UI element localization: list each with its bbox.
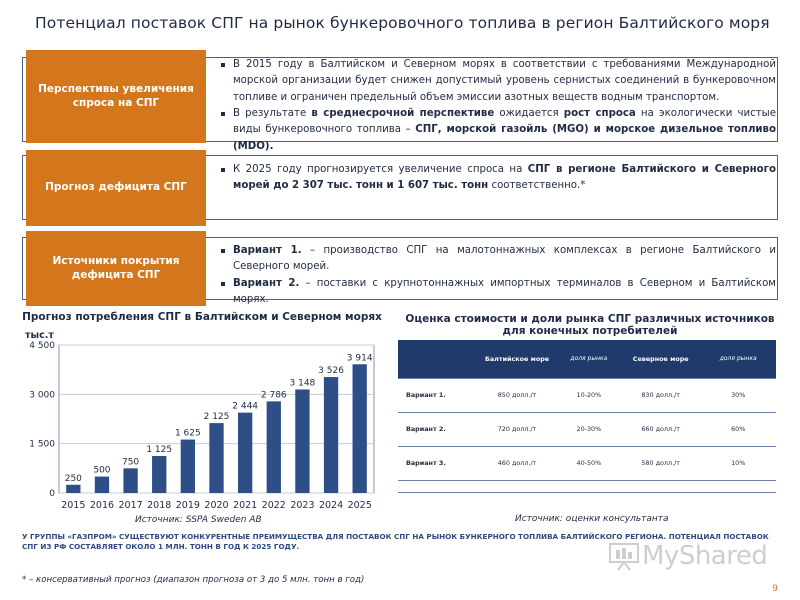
bullet-list — [220, 57, 776, 155]
consumption-chart — [22, 325, 382, 520]
x-tick-label: 2016 — [89, 500, 115, 511]
data-label: 2 125 — [203, 412, 230, 423]
table-cell: Вариант 1. — [398, 378, 477, 412]
watermark-text: MyShared — [642, 541, 768, 571]
bar — [238, 413, 252, 493]
bullet-item — [220, 57, 776, 106]
bullet-item — [220, 162, 776, 195]
bullet-text-run: – поставки с крупнотоннажных импортных терминалов в Северном и Балтийском морях. — [233, 277, 776, 305]
block-text-sources — [220, 243, 776, 308]
table-heading: Оценка стоимости и доли рынка СПГ различных источников для конечных потребителей — [405, 313, 775, 338]
data-label: 500 — [93, 465, 111, 476]
data-label: 3 914 — [346, 353, 373, 364]
y-axis-label: тыс.т — [25, 330, 54, 341]
data-label: 2 786 — [260, 390, 287, 401]
bar — [324, 377, 338, 493]
x-tick-label: 2018 — [147, 500, 172, 511]
bullet-text-run: В 2015 году в Балтийском и Северном морях в соответствии с требованиями Международной морской организации будет снижен допустимый уровень сернистых соединений в бункеровочном топливе и ограничен предельный объем эмиссии азотных веществ водным транспортом. — [233, 59, 776, 103]
bullet-text-run: В результате — [233, 107, 312, 119]
x-tick-label: 2022 — [261, 500, 286, 511]
footnote: * – консервативный прогноз (диапазон прогноза от 3 до 5 млн. тонн в год) — [22, 575, 365, 585]
table-row — [398, 446, 776, 480]
bullet-item — [220, 276, 776, 309]
bullet-text-run: Вариант 1. — [233, 245, 302, 256]
y-tick-label: 3 000 — [29, 390, 55, 401]
bullet-list — [220, 243, 776, 308]
x-tick-label: 2023 — [290, 500, 315, 511]
bar — [123, 468, 137, 493]
bar — [95, 477, 109, 493]
table-header-cell — [398, 340, 477, 378]
table-header-row — [398, 340, 776, 378]
y-tick-label: 1 500 — [29, 439, 55, 450]
x-tick-label: 2021 — [233, 500, 258, 511]
table-header-cell: Северное море — [632, 354, 689, 363]
slide-title: Потенциал поставок СПГ на рынок бункеровочного топлива в регион Балтийского моря — [35, 14, 770, 32]
bullet-text-run: – производство СПГ на малотоннажных комплексах в регионе Балтийского и Северного морей. — [233, 245, 776, 273]
bar — [353, 364, 367, 493]
bullet-text-run: СПГ в регионе Балтийского и Северного морей до 2 307 тыс. тонн и 1 607 тыс. тонн — [233, 164, 776, 192]
cost-table — [398, 340, 776, 493]
x-tick-label: 2017 — [118, 500, 143, 511]
bar — [295, 389, 309, 493]
y-tick-label: 4 500 — [29, 341, 55, 351]
bullet-text-run: ожидается — [494, 107, 564, 119]
bottom-statement: У ГРУППЫ «ГАЗПРОМ» СУЩЕСТВУЮТ КОНКУРЕНТНЫЕ ПРЕИМУЩЕСТВА ДЛЯ ПОСТАВОК СПГ НА РЫНОК БУНКЕРНОГО ТОПЛИВА БАЛТИЙСКОГО РЕГИОНА. ПОТЕНЦИАЛ ПОСТАВОК СПГ ИЗ РФ СОСТАВЛЯЕТ ОКОЛО 1 МЛН. ТОНН В ГОД К 2025 ГОДУ. — [22, 532, 769, 551]
chart-heading: Прогноз потребления СПГ в Балтийском и Северном морях — [22, 311, 382, 323]
page-number: 9 — [772, 584, 778, 594]
x-tick-label: 2024 — [318, 500, 344, 511]
data-label: 1 625 — [174, 428, 201, 439]
x-tick-label: 2025 — [347, 500, 372, 511]
table-cell: 10-20% — [557, 378, 621, 412]
table-cell: 10% — [700, 446, 776, 480]
x-tick-label: 2020 — [204, 500, 229, 511]
consumption-chart-svg — [22, 325, 382, 520]
table-header-cell: доля рынка — [719, 355, 757, 363]
watermark-logo — [608, 538, 788, 574]
bullet-item — [220, 106, 776, 155]
table-header-cell: доля рынка — [570, 355, 608, 363]
data-label: 750 — [121, 457, 140, 468]
table-cell: 60% — [700, 412, 776, 446]
bullet-list — [220, 162, 776, 195]
table-cell: 30% — [700, 378, 776, 412]
table-row — [398, 412, 776, 446]
bar — [181, 440, 195, 493]
table-cell: 460 долл./т — [477, 446, 556, 480]
table-cell: 720 долл./т — [477, 412, 556, 446]
block-heading-sources: Источники покрытия дефицита СПГ — [26, 231, 206, 306]
data-label: 3 526 — [318, 366, 344, 377]
table-header-cell: Балтийское море — [485, 354, 550, 363]
block-heading-demand: Перспективы увеличения спроса на СПГ — [26, 50, 206, 143]
bullet-item — [220, 243, 776, 276]
cost-table-area — [398, 340, 776, 493]
table-cell: Вариант 3. — [398, 446, 477, 480]
data-label: 2 444 — [232, 401, 259, 412]
table-cell: 830 долл./т — [621, 378, 700, 412]
table-cell: 660 долл./т — [621, 412, 700, 446]
bullet-text-run: Вариант 2. — [233, 277, 300, 289]
block-heading-deficit: Прогноз дефицита СПГ — [26, 150, 206, 226]
block-text-demand — [220, 57, 776, 155]
presentation-icon — [608, 541, 642, 571]
table-row-empty — [398, 480, 776, 492]
bullet-text-run: соответственно.* — [488, 180, 586, 192]
x-tick-label: 2019 — [175, 500, 200, 511]
table-cell: 40-50% — [557, 446, 621, 480]
block-text-deficit — [220, 162, 776, 195]
data-label: 3 148 — [289, 378, 316, 389]
bullet-text-run: СПГ, морской газойль (MGO) и морское дизельное топливо (MDO). — [233, 124, 777, 152]
table-source: Источник: оценки консультанта — [515, 514, 669, 524]
table-cell: 20-30% — [557, 412, 621, 446]
table-cell: Вариант 2. — [398, 412, 477, 446]
bar — [209, 423, 223, 493]
table-row — [398, 378, 776, 412]
bar — [152, 456, 166, 493]
chart-source: Источник: SSPA Sweden AB — [135, 515, 262, 525]
bullet-text-run: рост спроса — [563, 107, 636, 119]
bullet-text-run: в среднесрочной перспективе — [311, 107, 495, 119]
y-tick-label: 0 — [49, 489, 55, 499]
bar — [66, 485, 80, 493]
table-cell: 850 долл./т — [477, 378, 556, 412]
bullet-text-run: К 2025 году прогнозируется увеличение спроса на — [233, 164, 528, 175]
x-tick-label: 2015 — [61, 500, 86, 511]
table-cell: 580 долл./т — [621, 446, 700, 480]
data-label: 1 125 — [146, 445, 173, 455]
bar — [267, 401, 281, 493]
bullet-text-run: на экологически чистые виды бункеровочного топлива – — [233, 107, 776, 136]
data-label: 250 — [64, 473, 82, 484]
